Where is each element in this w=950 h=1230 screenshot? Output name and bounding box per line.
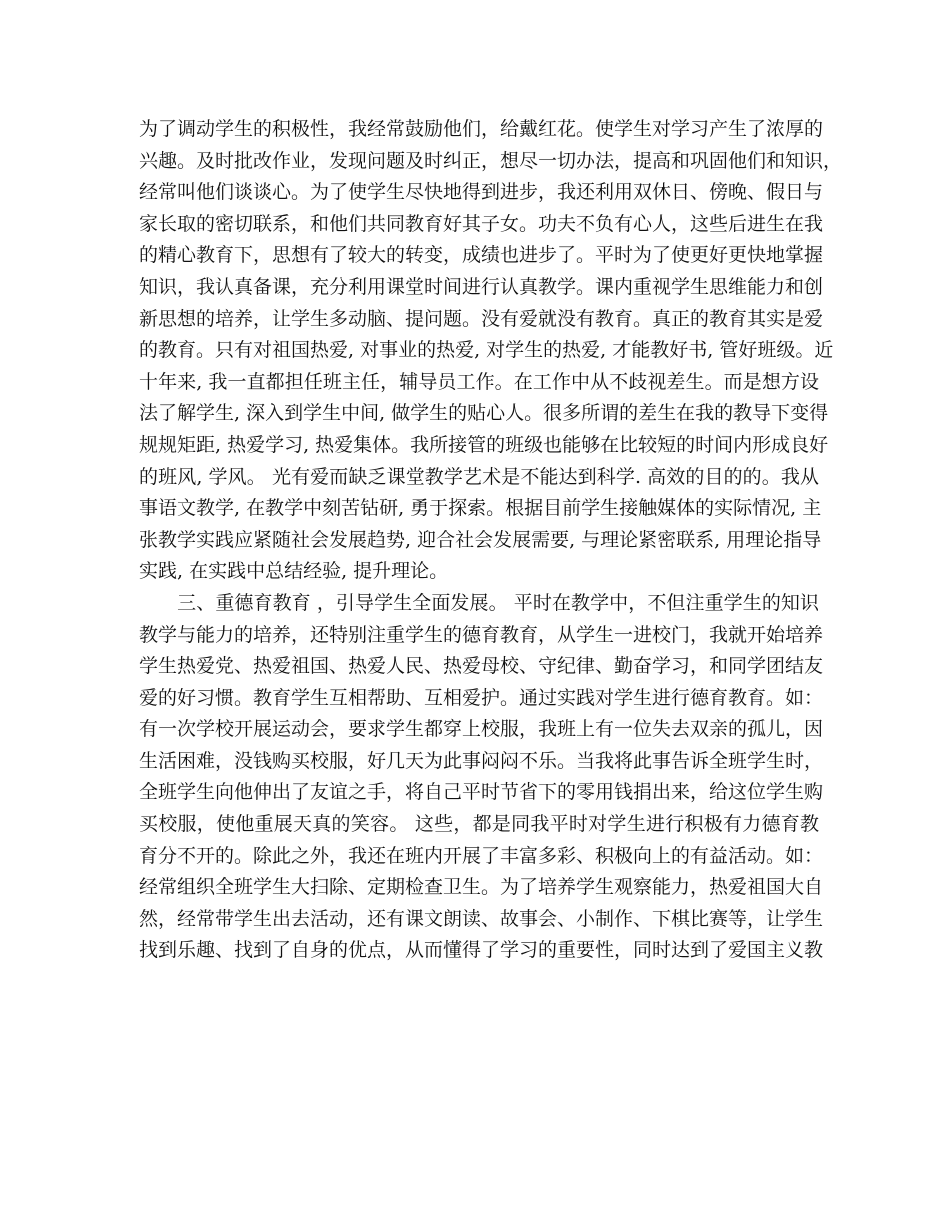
text-line: 兴趣。及时批改作业，发现问题及时纠正，想尽一切办法，提高和巩固他们和知识， — [139, 149, 843, 172]
text-line: 生活困难，没钱购买校服，好几天为此事闷闷不乐。当我将此事告诉全班学生时， — [139, 749, 824, 772]
text-line: 找到乐趣、找到了自身的优点，从而懂得了学习的重要性，同时达到了爱国主义教 — [139, 939, 824, 962]
text-line: 育分不开的。除此之外，我还在班内开展了丰富多彩、积极向上的有益活动。如： — [139, 844, 824, 867]
section-heading-line: 三、重德育教育 ，引导学生全面发展。 平时在教学中，不但注重学生的知识 — [139, 591, 819, 614]
text-line: 新思想的培养，让学生多动脑、提问题。没有爱就没有教育。真正的教育其实是爱 — [139, 307, 824, 330]
text-line: 的精心教育下，思想有了较大的转变，成绩也进步了。平时为了使更好更快地掌握 — [139, 244, 824, 267]
text-line: 法了解学生, 深入到学生中间, 做学生的贴心人。很多所谓的差生在我的教导下变得 — [139, 402, 829, 425]
text-line: 经常叫他们谈谈心。为了使学生尽快地得到进步，我还利用双休日、傍晚、假日与 — [139, 181, 824, 204]
text-line: 的教育。只有对祖国热爱, 对事业的热爱, 对学生的热爱, 才能教好书, 管好班级。近 — [139, 339, 834, 362]
text-line: 知识，我认真备课，充分利用课堂时间进行认真教学。课内重视学生思维能力和创 — [139, 275, 824, 298]
text-line: 然，经常带学生出去活动，还有课文朗读、故事会、小制作、下棋比赛等，让学生 — [139, 907, 824, 930]
text-line: 有一次学校开展运动会，要求学生都穿上校服，我班上有一位失去双亲的孤儿，因 — [139, 718, 824, 741]
text-line: 的班风, 学风。 光有爱而缺乏课堂教学艺术是不能达到科学. 高效的目的的。我从 — [139, 465, 819, 488]
text-line: 十年来, 我一直都担任班主任，辅导员工作。在工作中从不歧视差生。而是想方设 — [139, 370, 819, 393]
text-line: 规规矩距, 热爱学习, 热爱集体。我所接管的班级也能够在比较短的时间内形成良好 — [139, 433, 829, 456]
text-line: 全班学生向他伸出了友谊之手，将自己平时节省下的零用钱捐出来，给这位学生购 — [139, 781, 824, 804]
text-line: 为了调动学生的积极性，我经常鼓励他们，给戴红花。使学生对学习产生了浓厚的 — [139, 118, 824, 140]
body-text — [139, 114, 843, 967]
text-line: 张教学实践应紧随社会发展趋势, 迎合社会发展需要, 与理论紧密联系, 用理论指导 — [139, 528, 822, 551]
text-line: 家长取的密切联系，和他们共同教育好其子女。功夫不负有心人，这些后进生在我 — [139, 212, 824, 235]
text-line: 教学与能力的培养，还特别注重学生的德育教育，从学生一进校门，我就开始培养 — [139, 623, 824, 646]
text-line: 经常组织全班学生大扫除、定期检查卫生。为了培养学生观察能力，热爱祖国大自 — [139, 876, 824, 899]
text-line: 事语文教学, 在教学中刻苦钻研, 勇于探索。根据目前学生接触媒体的实际情况, 主 — [139, 497, 822, 520]
text-line: 买校服，使他重展天真的笑容。 这些，都是同我平时对学生进行积极有力德育教 — [139, 813, 819, 836]
text-line: 学生热爱党、热爱祖国、热爱人民、热爱母校、守纪律、勤奋学习，和同学团结友 — [139, 655, 824, 678]
text-line: 爱的好习惯。教育学生互相帮助、互相爱护。通过实践对学生进行德育教育。如： — [139, 686, 824, 709]
paragraph-end-line: 实践, 在实践中总结经验, 提升理论。 — [139, 560, 449, 583]
